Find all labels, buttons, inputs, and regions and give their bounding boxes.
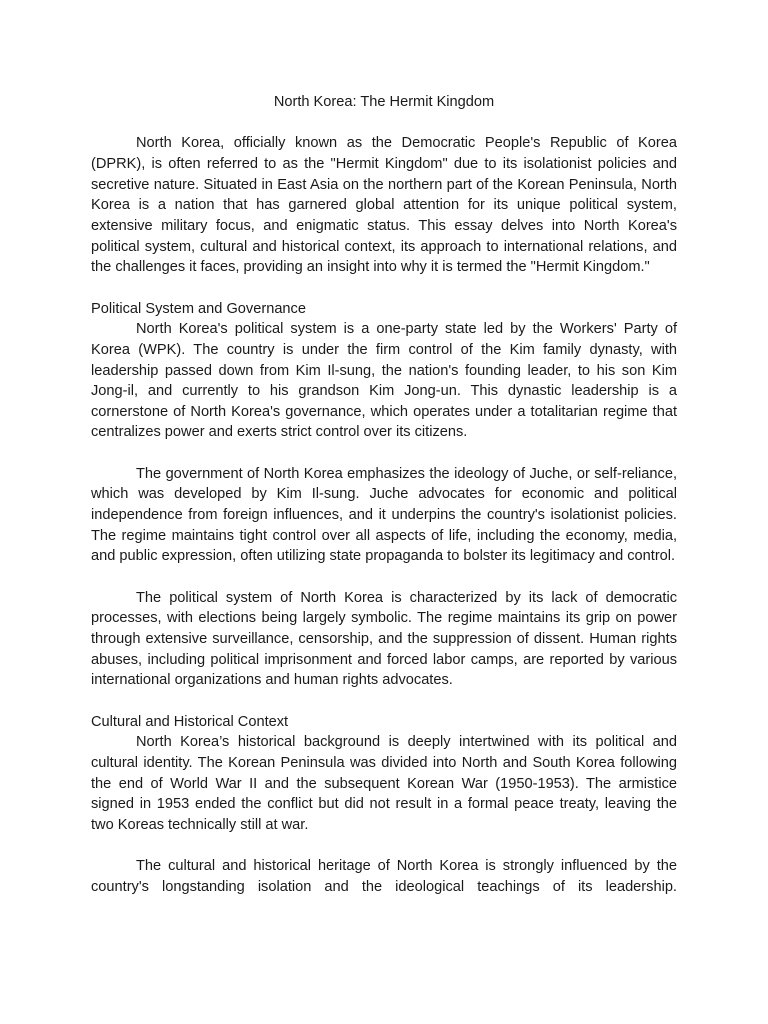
paragraph-gap [91, 567, 677, 588]
section-political-system [91, 299, 677, 691]
paragraph-gap [91, 836, 677, 857]
section-cultural-historical [91, 712, 677, 898]
section-heading: Cultural and Historical Context [91, 713, 289, 730]
intro-paragraph: North Korea, officially known as the Democratic People's Republic of Korea (DPRK), is often referred to as the "Hermit Kingdom" due to its isolationist policies and secretive nature. Situated in East Asia on the northern part of the Korean Peninsula, North Korea is a nation that has garnered global attention for its unique political system, extensive military focus, and enigmatic status. This essay delves into North Korea's political system, cultural and historical context, its approach to international relations, and the challenges it faces, providing an insight into why it is termed the "Hermit Kingdom." [91, 135, 677, 276]
paragraph-gap [91, 443, 677, 464]
section-heading: Political System and Governance [91, 300, 306, 317]
body-paragraph: The political system of North Korea is characterized by its lack of democratic processes, with elections being largely symbolic. The regime maintains its grip on power through extensive surveillance, censorship, and the suppression of dissent. Human rights abuses, including political imprisonment and forced labor camps, are reported by various international organizations and human rights advocates. [91, 589, 677, 689]
document-title: North Korea: The Hermit Kingdom [273, 94, 495, 110]
body-paragraph: The cultural and historical heritage of North Korea is strongly influenced by the country's longstanding isolation and the ideological teachings of its leadership. [91, 858, 677, 895]
paragraph-gap [91, 278, 677, 299]
body-paragraph: The government of North Korea emphasizes the ideology of Juche, or self-reliance, which was developed by Kim Il-sung. Juche advocates for economic and political independence from foreign influences, and it underpins the country's isolationist policies. The regime maintains tight control over all aspects of life, including the economy, media, and public expression, often utilizing state propaganda to bolster its legitimacy and control. [91, 465, 677, 565]
document-page [91, 92, 677, 898]
body-paragraph: North Korea’s historical background is deeply intertwined with its political and cultural identity. The Korean Peninsula was divided into North and South Korea following the end of World War II and the subsequent Korean War (1950-1953). The armistice signed in 1953 ended the conflict but did not result in a formal peace treaty, leaving the two Koreas technically still at war. [91, 734, 677, 833]
body-paragraph: North Korea's political system is a one-party state led by the Workers' Party of Korea (WPK). The country is under the firm control of the Kim family dynasty, with leadership passed down from Kim Il-sung, the nation's founding leader, to his son Kim Jong-il, and currently to his grandson Kim Jong-un. This dynastic leadership is a cornerstone of North Korea's governance, which operates under a totalitarian regime that centralizes power and exerts strict control over its citizens. [91, 321, 677, 441]
paragraph-gap [91, 691, 677, 712]
